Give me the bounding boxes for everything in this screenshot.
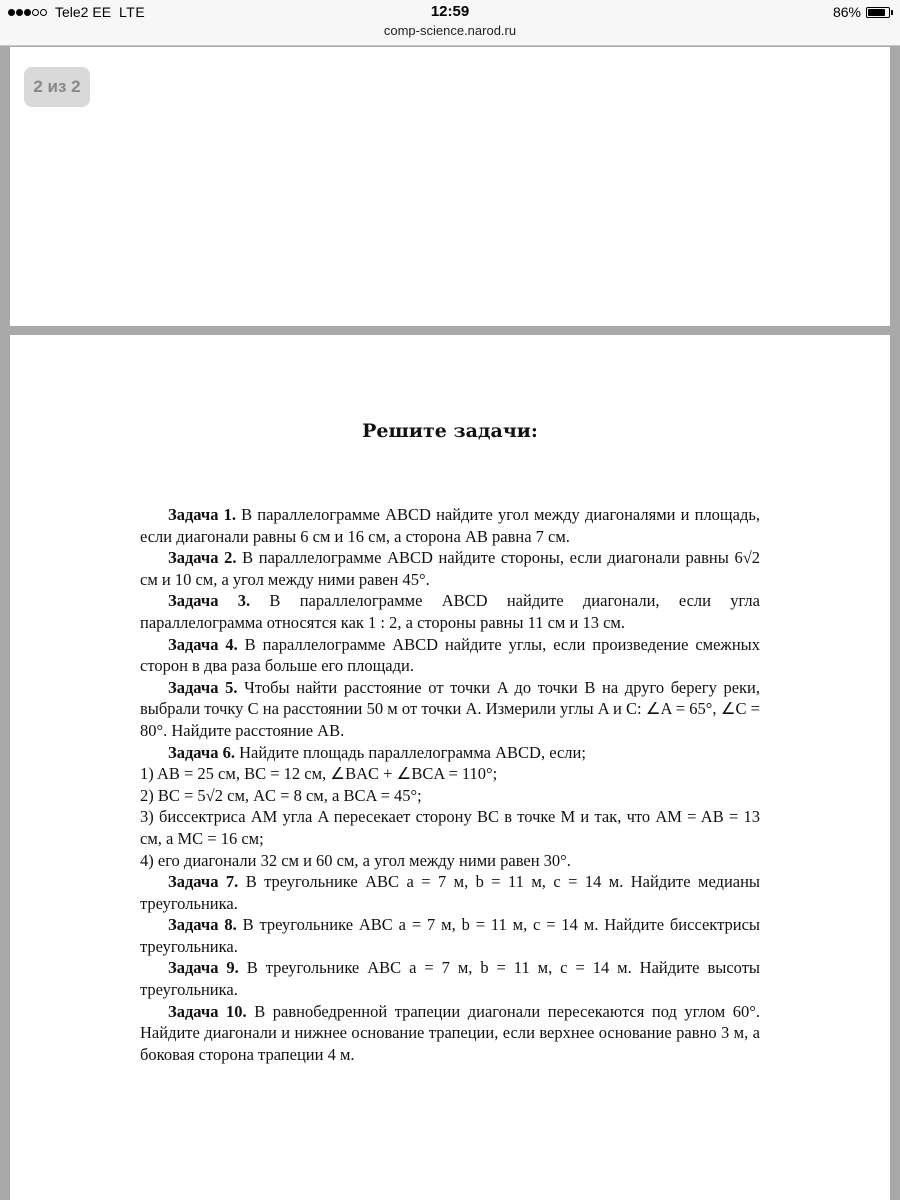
task-4 [140, 634, 760, 677]
task-9 [140, 957, 760, 1000]
task-6-item-4: 4) его диагонали 32 см и 60 см, а угол между ними равен 30°. [140, 850, 571, 870]
task-label: Задача 7. [168, 872, 239, 892]
task-text: В параллелограмме ABCD найдите диагонали, если угла параллелограмма относятся как 1 : 2, а стороны равны 11 см и 13 см. [140, 591, 760, 632]
task-text: В треугольнике ABC a = 7 м, b = 11 м, c = 14 м. Найдите медианы треугольника. [140, 872, 761, 913]
battery-percent: 86% [832, 4, 861, 20]
task-1 [140, 504, 760, 547]
task-text: Найдите площадь параллелограмма ABCD, если; [239, 742, 586, 762]
task-label: Задача 1. [168, 505, 236, 524]
carrier-name: Tele2 EE [55, 4, 112, 20]
task-text: В параллелограмме ABCD найдите угол между диагоналями и площадь, если диагонали равны 6 см и 16 см, а сторона AB равна 7 см. [140, 505, 760, 546]
task-7 [140, 871, 760, 914]
network-type: LTE [119, 4, 146, 20]
document-title: Решите задачи: [362, 420, 538, 442]
battery-icon [866, 7, 890, 18]
address-bar-url[interactable]: comp-science.narod.ru [383, 23, 517, 38]
pdf-page-2 [10, 335, 890, 1200]
task-label: Задача 10. [168, 1001, 247, 1021]
task-text: В параллелограмме ABCD найдите стороны, если диагонали равны 6√2 см и 10 см, а угол между ними равен 45°. [140, 548, 761, 589]
task-6-item-3: 3) биссектриса AM угла A пересекает сторону BC в точке M и так, что AM = AB = 13 см, а MC = 16 см; [140, 807, 760, 848]
task-text: В параллелограмме ABCD найдите углы, если произведение смежных сторон в два раза больше его площади. [140, 634, 760, 676]
task-label: Задача 9. [168, 958, 239, 978]
status-right [833, 4, 890, 20]
task-3 [140, 590, 760, 633]
task-5 [140, 677, 760, 742]
task-text: В треугольнике ABC a = 7 м, b = 11 м, c = 14 м. Найдите биссектрисы треугольника. [140, 915, 761, 956]
task-text: В равнобедренной трапеции диагонали пересекаются под углом 60°. Найдите диагонали и нижнее основание трапеции, если верхнее основание равно 3 м, а боковая сторона трапеции 4 м. [140, 1001, 761, 1064]
task-text: В треугольнике ABC a = 7 м, b = 11 м, c = 14 м. Найдите высоты треугольника. [140, 958, 760, 1000]
task-text: Чтобы найти расстояние от точки A до точки B на друго берегу реки, выбрали точку C на расстоянии 50 м от точки A. Измерили углы A и C: ∠A = 65°, ∠C = 80°. Найдите расстояние AB. [140, 677, 761, 740]
page-indicator: 2 из 2 [24, 67, 90, 107]
task-6-item-1: 1) AB = 25 см, BC = 12 см, ∠BAC + ∠BCA = 110°; [140, 764, 498, 784]
browser-top-bar [0, 0, 900, 46]
task-label: Задача 3. [168, 591, 251, 611]
task-label: Задача 2. [168, 548, 237, 568]
task-label: Задача 4. [168, 634, 238, 654]
task-8 [140, 914, 760, 957]
task-label: Задача 5. [168, 677, 238, 697]
task-label: Задача 6. [168, 742, 235, 762]
task-list [140, 504, 760, 1065]
task-10 [140, 1001, 760, 1066]
status-clock: 12:59 [430, 3, 470, 20]
task-6-item-2: 2) BC = 5√2 см, AC = 8 см, а BCA = 45°; [140, 785, 422, 805]
task-2 [140, 547, 760, 590]
task-6 [140, 742, 760, 764]
pdf-page-1 [10, 47, 890, 326]
task-label: Задача 8. [168, 915, 237, 935]
